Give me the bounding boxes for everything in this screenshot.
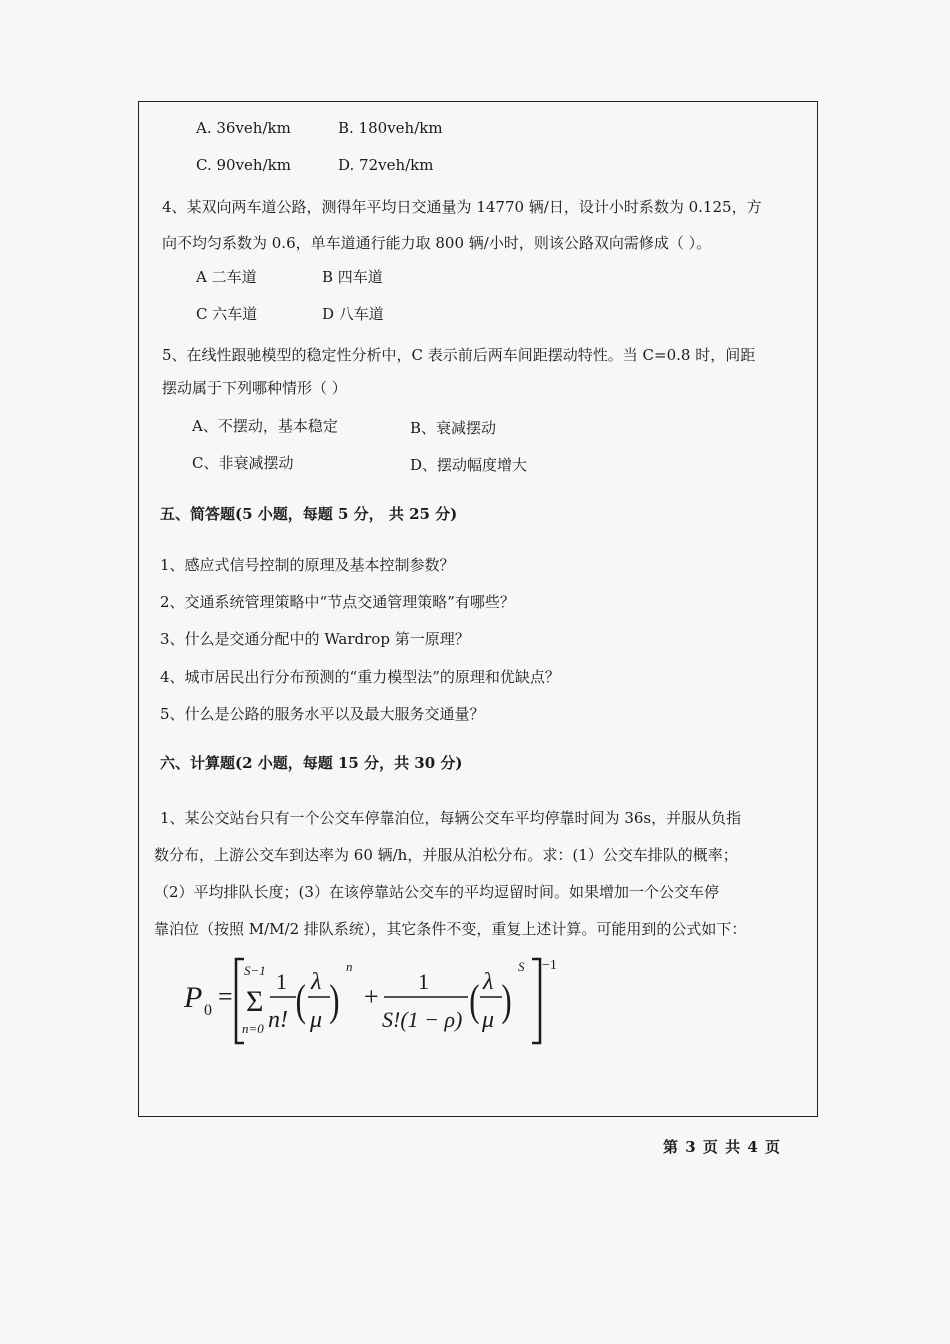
formula-frac1-den: n!: [268, 1007, 288, 1033]
formula-frac1-num: 1: [276, 969, 287, 994]
formula-exp-n: n: [346, 959, 353, 974]
q5-option-b: B、衰减摆动: [410, 419, 497, 437]
formula-lhs: P: [184, 981, 203, 1014]
svg-text:): ): [501, 976, 512, 1026]
q3-option-c: C. 90veh/km: [196, 156, 291, 174]
sum-symbol-icon: Σ: [246, 985, 264, 1018]
section5-item: 2、交通系统管理策略中“节点交通管理策略”有哪些？: [160, 593, 515, 611]
q5-text-line2: 摆动属于下列哪种情形（ ）: [162, 379, 347, 397]
section5-title: 五、简答题(5 小题，每题 5 分， 共 25 分): [160, 505, 458, 523]
formula-mu-2: μ: [482, 1007, 495, 1033]
q4-option-d: D 八车道: [322, 305, 384, 323]
q4-text-line1: 4、某双向两车道公路，测得年平均日交通量为 14770 辆/日，设计小时系数为 0.125，方: [162, 198, 762, 216]
formula-frac2-den: S!(1 − ρ): [382, 1007, 463, 1032]
svg-text:+: +: [364, 982, 379, 1011]
section6-q1-line: 数分布，上游公交车到达率为 60 辆/h，并服从泊松分布。求：(1）公交车排队的概率；: [154, 846, 738, 864]
p0-formula: [178, 955, 598, 1050]
page-number: 第 3 页 共 4 页: [663, 1138, 781, 1156]
formula-mu: μ: [310, 1007, 323, 1033]
svg-text:): ): [329, 976, 340, 1026]
q4-option-b: B 四车道: [322, 268, 383, 286]
q5-option-d: D、摆动幅度增大: [410, 456, 528, 474]
q5-option-a: A、不摆动，基本稳定: [192, 417, 338, 435]
q3-option-d: D. 72veh/km: [338, 156, 434, 174]
section6-title: 六、计算题(2 小题，每题 15 分，共 30 分): [160, 754, 463, 772]
formula-lambda-2: λ: [483, 969, 494, 995]
formula-lhs-sub: 0: [204, 1002, 212, 1019]
q5-option-c: C、非衰减摆动: [192, 454, 294, 472]
formula-exp-s: S: [518, 959, 525, 974]
section5-item: 1、感应式信号控制的原理及基本控制参数？: [160, 556, 455, 574]
formula-frac2-num: 1: [418, 969, 429, 994]
q4-text-line2: 向不均匀系数为 0.6，单车道通行能力取 800 辆/小时，则该公路双向需修成（ ）。: [162, 234, 712, 252]
section5-item: 4、城市居民出行分布预测的“重力模型法”的原理和优缺点？: [160, 668, 560, 686]
formula-lambda: λ: [311, 969, 322, 995]
section5-item: 5、什么是公路的服务水平以及最大服务交通量？: [160, 705, 485, 723]
section6-q1-line: （2）平均排队长度；(3）在该停靠站公交车的平均逗留时间。如果增加一个公交车停: [154, 883, 719, 901]
svg-text:(: (: [469, 976, 480, 1026]
formula-sum-top: S−1: [244, 963, 266, 978]
formula-sum-bottom: n=0: [242, 1021, 264, 1036]
svg-text:=: =: [218, 982, 233, 1011]
section5-item: 3、什么是交通分配中的 Wardrop 第一原理？: [160, 630, 470, 648]
section6-q1-line: 靠泊位（按照 M/M/2 排队系统），其它条件不变，重复上述计算。可能用到的公式如下：: [154, 920, 747, 938]
q4-option-a: A 二车道: [196, 268, 257, 286]
q3-option-a: A. 36veh/km: [196, 119, 291, 137]
formula-outer-exp: −1: [542, 958, 557, 973]
svg-text:(: (: [295, 976, 306, 1026]
q4-option-c: C 六车道: [196, 305, 258, 323]
q5-text-line1: 5、在线性跟驰模型的稳定性分析中，C 表示前后两车间距摆动特性。当 C=0.8 时，间距: [162, 346, 756, 364]
q3-option-b: B. 180veh/km: [338, 119, 443, 137]
section6-q1-line: 1、某公交站台只有一个公交车停靠泊位，每辆公交车平均停靠时间为 36s，并服从负指: [160, 809, 742, 827]
